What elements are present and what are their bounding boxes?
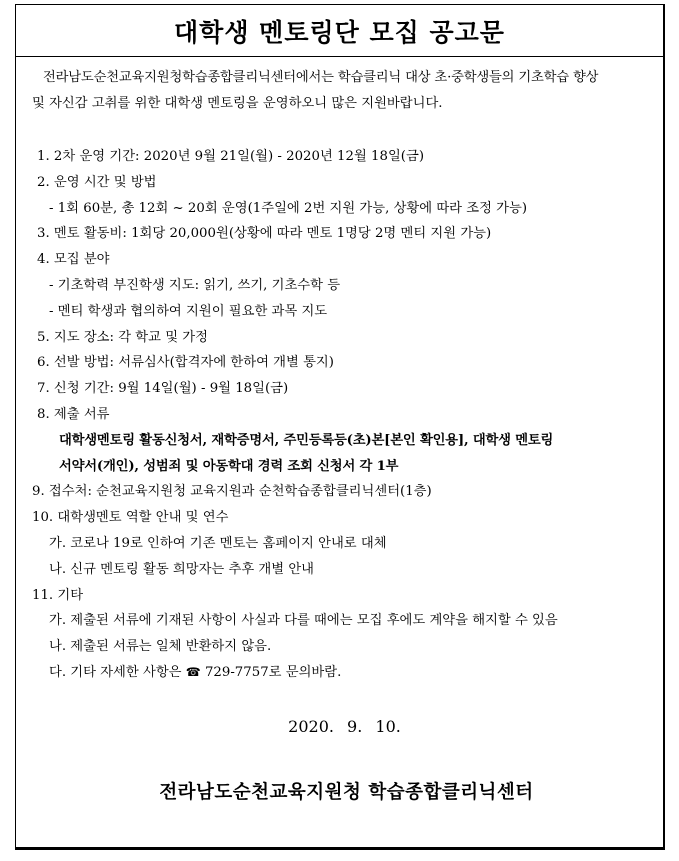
item-place: 5. 지도 장소: 각 학교 및 가정 — [37, 329, 208, 345]
item-etc-c — [16, 660, 663, 686]
item-etc-a: 가. 제출된 서류에 기재된 사항이 사실과 다를 때에는 모집 후에도 계약을 해지할 수 있음 — [49, 613, 558, 629]
item-training-a: 가. 코로나 19로 인하여 기존 멘토는 홈페이지 안내로 대체 — [49, 535, 387, 551]
issuing-organization: 전라남도순천교육지원청 학습종합클리닉센터 — [159, 782, 534, 803]
notice-frame — [15, 4, 665, 850]
item-documents-list-2: 서약서(개인), 성범죄 및 아동학대 경력 조회 신청서 각 1부 — [59, 458, 399, 474]
notice-title: 대학생 멘토링단 모집 공고문 — [174, 17, 505, 47]
item-etc-b: 나. 제출된 서류는 일체 반환하지 않음. — [49, 639, 272, 655]
item-training-b: 나. 신규 멘토링 활동 희망자는 추후 개별 안내 — [49, 561, 315, 577]
intro-line-2: 및 자신감 고취를 위한 대학생 멘토링을 운영하오니 많은 지원바랍니다. — [32, 96, 443, 111]
item-period: 1. 2차 운영 기간: 2020년 9월 21일(월) - 2020년 12월 18일(금) — [37, 149, 425, 164]
item-documents-list-1: 대학생멘토링 활동신청서, 재학증명서, 주민등록등(초)본[본인 확인용], 대학생 멘토링 — [59, 432, 554, 448]
item-documents: 8. 제출 서류 — [37, 406, 110, 422]
notice-date: 2020. 9. 10. — [288, 717, 401, 736]
item-reception: 9. 접수처: 순천교육지원청 교육지원과 순천학습종합클리닉센터(1층) — [32, 484, 432, 500]
notice-items — [16, 144, 663, 686]
item-selection: 6. 선발 방법: 서류심사(합격자에 한하여 개별 통지) — [37, 355, 334, 371]
item-time-method: 2. 운영 시간 및 방법 — [37, 174, 157, 190]
item-field: 4. 모집 분야 — [37, 252, 110, 268]
intro-paragraph — [32, 65, 657, 117]
item-fee: 3. 멘토 활동비: 1회당 20,000원(상황에 따라 멘토 1명당 2명 멘티 지원 가능) — [37, 226, 492, 242]
item-time-method-detail: - 1회 60분, 총 12회 ~ 20회 운영(1주일에 2번 지원 가능, 상황에 따라 조정 가능) — [49, 200, 528, 216]
item-etc: 11. 기타 — [32, 587, 84, 603]
title-box — [16, 5, 663, 57]
item-training: 10. 대학생멘토 역할 안내 및 연수 — [32, 510, 229, 526]
item-field-detail-1: - 기초학력 부진학생 지도: 읽기, 쓰기, 기초수학 등 — [49, 277, 341, 293]
item-apply-period: 7. 신청 기간: 9월 14일(월) - 9월 18일(금) — [37, 381, 289, 397]
intro-line-1: 전라남도순천교육지원청학습종합클리닉센터에서는 학습클리닉 대상 초·중학생들의 기초학습 향상 — [43, 70, 599, 85]
item-etc-c-phone: 729-7757로 문의바람. — [204, 664, 342, 680]
item-etc-c-prefix: 다. 기타 자세한 사항은 — [49, 664, 182, 680]
phone-icon: ☎ — [185, 664, 201, 679]
item-field-detail-2: - 멘티 학생과 협의하여 지원이 필요한 과목 지도 — [49, 303, 328, 319]
